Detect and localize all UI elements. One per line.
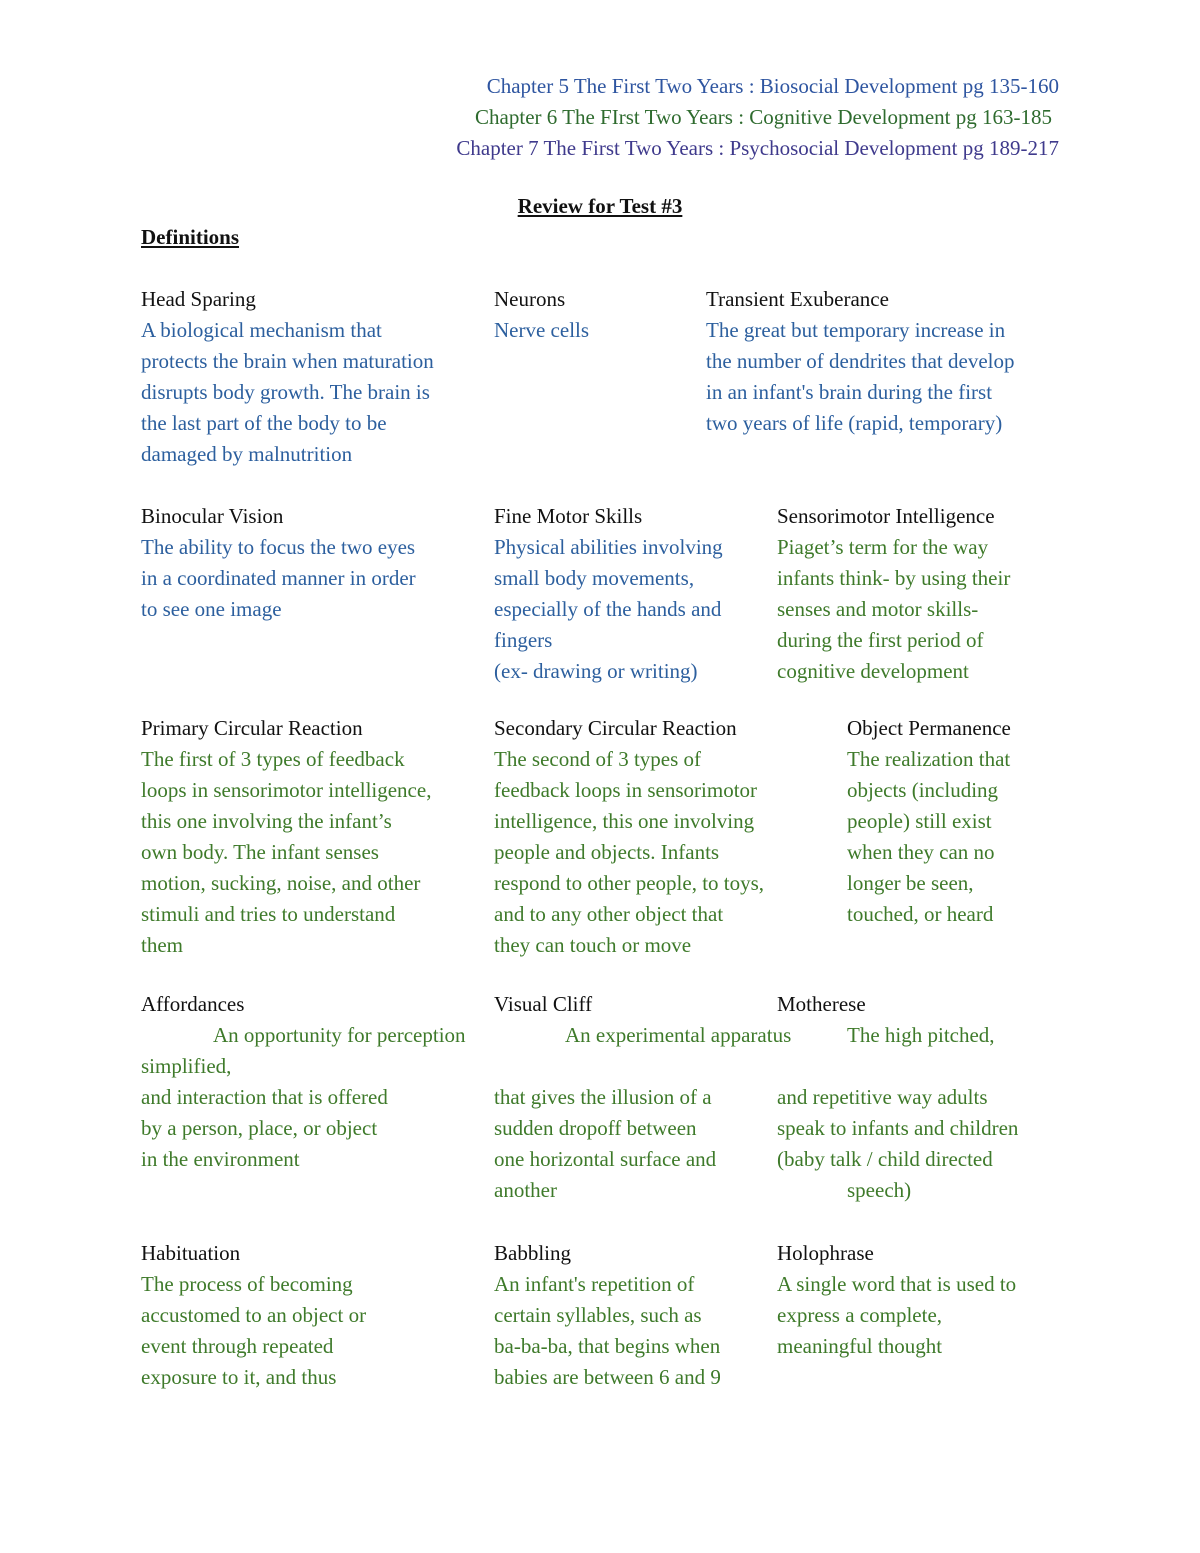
definition-line: ba-ba-ba, that begins when <box>494 1334 721 1358</box>
definition-line: The process of becoming <box>141 1272 353 1296</box>
term: Transient Exuberance <box>706 287 889 311</box>
definition-line: one horizontal surface and <box>494 1147 717 1171</box>
definition-line: speech) <box>847 1178 912 1202</box>
definition-line: sudden dropoff between <box>494 1116 697 1140</box>
definition-neurons <box>494 284 589 346</box>
definition-line: during the first period of <box>777 628 984 652</box>
affordances-first-line: An opportunity for perception <box>213 1023 466 1047</box>
visual-cliff-first-line: An experimental apparatus <box>565 1023 792 1047</box>
definition-line: and repetitive way adults <box>777 1085 988 1109</box>
definition-line: The second of 3 types of <box>494 747 702 771</box>
definition-line: this one involving the infant’s <box>141 809 392 833</box>
definition-line: fingers <box>494 628 553 652</box>
definition-line: them <box>141 933 183 957</box>
definition-line: The first of 3 types of feedback <box>141 747 405 771</box>
definition-transient-exuberance <box>706 284 1015 439</box>
definition-line: The realization that <box>847 747 1011 771</box>
definition-line: (ex- drawing or writing) <box>494 659 698 683</box>
definition-line: and interaction that is offered <box>141 1085 388 1109</box>
definition-line: Piaget’s term for the way <box>777 535 989 559</box>
term: Babbling <box>494 1241 571 1265</box>
term: Object Permanence <box>847 716 1011 740</box>
affordances-second-line: simplified, <box>141 1054 232 1078</box>
definition-line: loops in sensorimotor intelligence, <box>141 778 432 802</box>
page-title: Review for Test #3 <box>517 194 683 218</box>
definition-habituation <box>141 1238 366 1393</box>
definition-line: the number of dendrites that develop <box>706 349 1015 373</box>
definition-line: people and objects. Infants <box>494 840 720 864</box>
definition-line: respond to other people, to toys, <box>494 871 765 895</box>
definition-line: express a complete, <box>777 1303 943 1327</box>
definition-line: certain syllables, such as <box>494 1303 702 1327</box>
definition-line: damaged by malnutrition <box>141 442 353 466</box>
definition-line: in the environment <box>141 1147 300 1171</box>
definition-line: (baby talk / child directed <box>777 1147 993 1171</box>
definition-line: they can touch or move <box>494 933 692 957</box>
definition-line: in a coordinated manner in order <box>141 566 416 590</box>
definition-line: Physical abilities involving <box>494 535 723 559</box>
definition-line: A biological mechanism that <box>141 318 382 342</box>
definition-line: disrupts body growth. The brain is <box>141 380 430 404</box>
definition-line: exposure to it, and thus <box>141 1365 337 1389</box>
term-visual-cliff: Visual Cliff <box>494 992 593 1016</box>
term: Neurons <box>494 287 566 311</box>
definition-line: motion, sucking, noise, and other <box>141 871 421 895</box>
definition-line: A single word that is used to <box>777 1272 1017 1296</box>
definition-head-sparing <box>141 284 434 470</box>
term-affordances: Affordances <box>141 992 245 1016</box>
definition-babbling <box>494 1238 721 1393</box>
definition-primary-circular-reaction <box>141 713 431 961</box>
definition-line: The great but temporary increase in <box>706 318 1006 342</box>
term: Sensorimotor Intelligence <box>777 504 995 528</box>
definition-line: objects (including <box>847 778 999 802</box>
definition-line: meaningful thought <box>777 1334 943 1358</box>
definition-line: intelligence, this one involving <box>494 809 755 833</box>
definition-line: when they can no <box>847 840 995 864</box>
definition-line: own body. The infant senses <box>141 840 379 864</box>
definition-line: cognitive development <box>777 659 969 683</box>
term: Secondary Circular Reaction <box>494 716 737 740</box>
definition-motherese <box>777 1082 1018 1206</box>
definition-line: two years of life (rapid, temporary) <box>706 411 1003 435</box>
definition-line: to see one image <box>141 597 282 621</box>
definition-binocular-vision <box>141 501 416 625</box>
definition-line: An infant's repetition of <box>494 1272 695 1296</box>
definition-line: especially of the hands and <box>494 597 722 621</box>
definition-line: babies are between 6 and 9 <box>494 1365 721 1389</box>
definition-line: by a person, place, or object <box>141 1116 378 1140</box>
chapter-7-heading: Chapter 7 The First Two Years : Psychosocial Development pg 189-217 <box>456 136 1059 160</box>
definition-line: touched, or heard <box>847 902 994 926</box>
term: Binocular Vision <box>141 504 284 528</box>
chapter-5-heading: Chapter 5 The First Two Years : Biosocial Development pg 135-160 <box>486 74 1059 98</box>
definition-line: and to any other object that <box>494 902 724 926</box>
definition-affordances <box>141 1082 388 1175</box>
term: Fine Motor Skills <box>494 504 643 528</box>
definition-line: senses and motor skills- <box>777 597 979 621</box>
definition-line: infants think- by using their <box>777 566 1011 590</box>
definition-fine-motor-skills <box>494 501 723 687</box>
definition-line: protects the brain when maturation <box>141 349 434 373</box>
definition-secondary-circular-reaction <box>494 713 764 961</box>
definition-sensorimotor-intelligence <box>777 501 1010 687</box>
definition-line: speak to infants and children <box>777 1116 1019 1140</box>
term: Primary Circular Reaction <box>141 716 363 740</box>
definition-line: event through repeated <box>141 1334 334 1358</box>
definition-object-permanence <box>847 713 1011 930</box>
definition-line: in an infant's brain during the first <box>706 380 993 404</box>
term: Habituation <box>141 1241 241 1265</box>
definition-line: stimuli and tries to understand <box>141 902 396 926</box>
definition-line: another <box>494 1178 557 1202</box>
definition-visual-cliff <box>494 1082 716 1206</box>
definition-line: longer be seen, <box>847 871 974 895</box>
section-heading: Definitions <box>141 225 240 249</box>
definition-line: people) still exist <box>847 809 992 833</box>
definition-holophrase <box>777 1238 1016 1362</box>
motherese-first-line: The high pitched, <box>847 1023 995 1047</box>
term-motherese: Motherese <box>777 992 866 1016</box>
term: Holophrase <box>777 1241 874 1265</box>
definition-line: the last part of the body to be <box>141 411 387 435</box>
definition-line: that gives the illusion of a <box>494 1085 712 1109</box>
definition-line: small body movements, <box>494 566 695 590</box>
definition-line: feedback loops in sensorimotor <box>494 778 758 802</box>
definition-line: The ability to focus the two eyes <box>141 535 416 559</box>
definition-line: Nerve cells <box>494 318 590 342</box>
term: Head Sparing <box>141 287 256 311</box>
chapter-6-heading: Chapter 6 The FIrst Two Years : Cognitive Development pg 163-185 <box>475 105 1052 129</box>
definition-line: accustomed to an object or <box>141 1303 367 1327</box>
